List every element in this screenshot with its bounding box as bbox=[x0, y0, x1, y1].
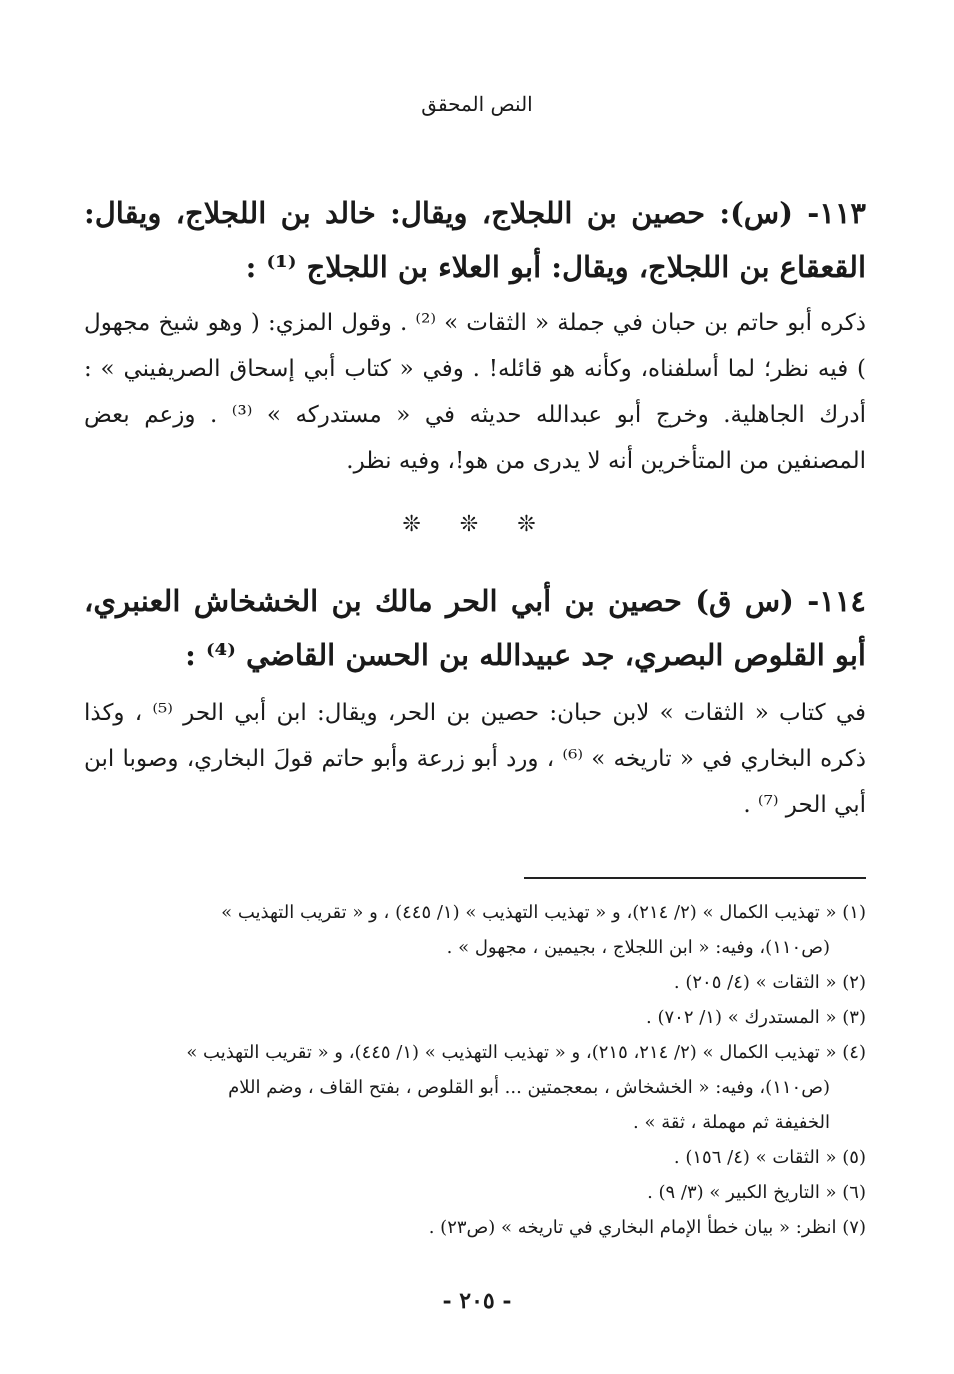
footnote-divider bbox=[524, 877, 866, 879]
section-separator: ❊ ❊ ❊ bbox=[402, 512, 552, 537]
footnote bbox=[84, 895, 866, 965]
footnote-line: (٦) « التاريخ الكبير » (٣/ ٩) . bbox=[647, 1182, 866, 1203]
footnotes bbox=[84, 895, 866, 1245]
footnote bbox=[84, 1035, 866, 1140]
footnote bbox=[84, 1175, 866, 1210]
footnote-line: (٥) « الثقات » (٤/ ١٥٦) . bbox=[673, 1147, 866, 1168]
page-number: - ٢٠٥ - bbox=[442, 1288, 512, 1314]
footnote-line: (٢) « الثقات » (٤/ ٢٠٥) . bbox=[673, 972, 866, 993]
entry-heading-113: ١١٣- (س): حصين بن اللجلاج، ويقال: خالد بن اللجلاج، ويقال: القعقاع بن اللجلاج، ويقال: أبو العلاء بن اللجلاج ⁽¹⁾ : bbox=[84, 196, 866, 284]
footnote-line: (٧) انظر: « بيان خطأ الإمام البخاري في تاريخه » (ص٢٣) . bbox=[428, 1217, 866, 1238]
footnote-line: (٣) « المستدرك » (١/ ٧٠٢) . bbox=[646, 1007, 866, 1028]
footnote-line: (١) « تهذيب الكمال » (٢/ ٢١٤)، و « تهذيب التهذيب » (١/ ٤٤٥) ، و « تقريب التهذيب » bbox=[221, 902, 866, 923]
footnote bbox=[84, 1000, 866, 1035]
footnote-line: (ص١١٠)، وفيه: « ابن اللجلاج ، بجيمين ، مجهول » . bbox=[446, 937, 830, 958]
entry-heading-114: ١١٤- (س ق) حصين بن أبي الحر مالك بن الخشخاش العنبري، أبو القلوص البصري، جد عبيدالله بن الحسن القاضي ⁽⁴⁾ : bbox=[84, 584, 866, 672]
running-head: النص المحقق bbox=[421, 92, 533, 116]
entry-body-114: في كتاب « الثقات » لابن حبان: حصين بن الحر، ويقال: ابن أبي الحر ⁽⁵⁾ ، وكذا ذكره البخاري في « تاريخه » ⁽⁶⁾ ، ورد أبو زرعة وأبو حاتم قولَ البخاري، وصوبا ابن أبي الحر ⁽⁷⁾ . bbox=[84, 700, 867, 818]
footnote bbox=[84, 965, 866, 1000]
footnote-line: (ص١١٠)، وفيه: « الخشخاش ، بمعجمتين ... أبو القلوص ، بفتح القاف ، وضم اللام bbox=[228, 1077, 830, 1098]
footnote bbox=[84, 1210, 866, 1245]
footnote bbox=[84, 1140, 866, 1175]
footnote-line: (٤) « تهذيب الكمال » (٢/ ٢١٤، ٢١٥)، و « تهذيب التهذيب » (١/ ٤٤٥)، و « تقريب التهذيب » bbox=[186, 1042, 866, 1063]
footnote-line: الخفيفة ثم مهملة ، ثقة » . bbox=[633, 1112, 830, 1133]
entry-body-113: ذكره أبو حاتم بن حبان في جملة « الثقات » ⁽²⁾ . وقول المزي: ( وهو شيخ مجهول ) فيه نظر؛ لما أسلفناه، وكأنه هو قائله! . وفي « كتاب أبي إسحاق الصريفيني » : أدرك الجاهلية. وخرج أبو عبدالله حديثه في « مستدركه » ⁽³⁾ . وزعم بعض المصنفين من المتأخرين أنه لا يدرى من هو!، وفيه نظر. bbox=[84, 310, 867, 474]
